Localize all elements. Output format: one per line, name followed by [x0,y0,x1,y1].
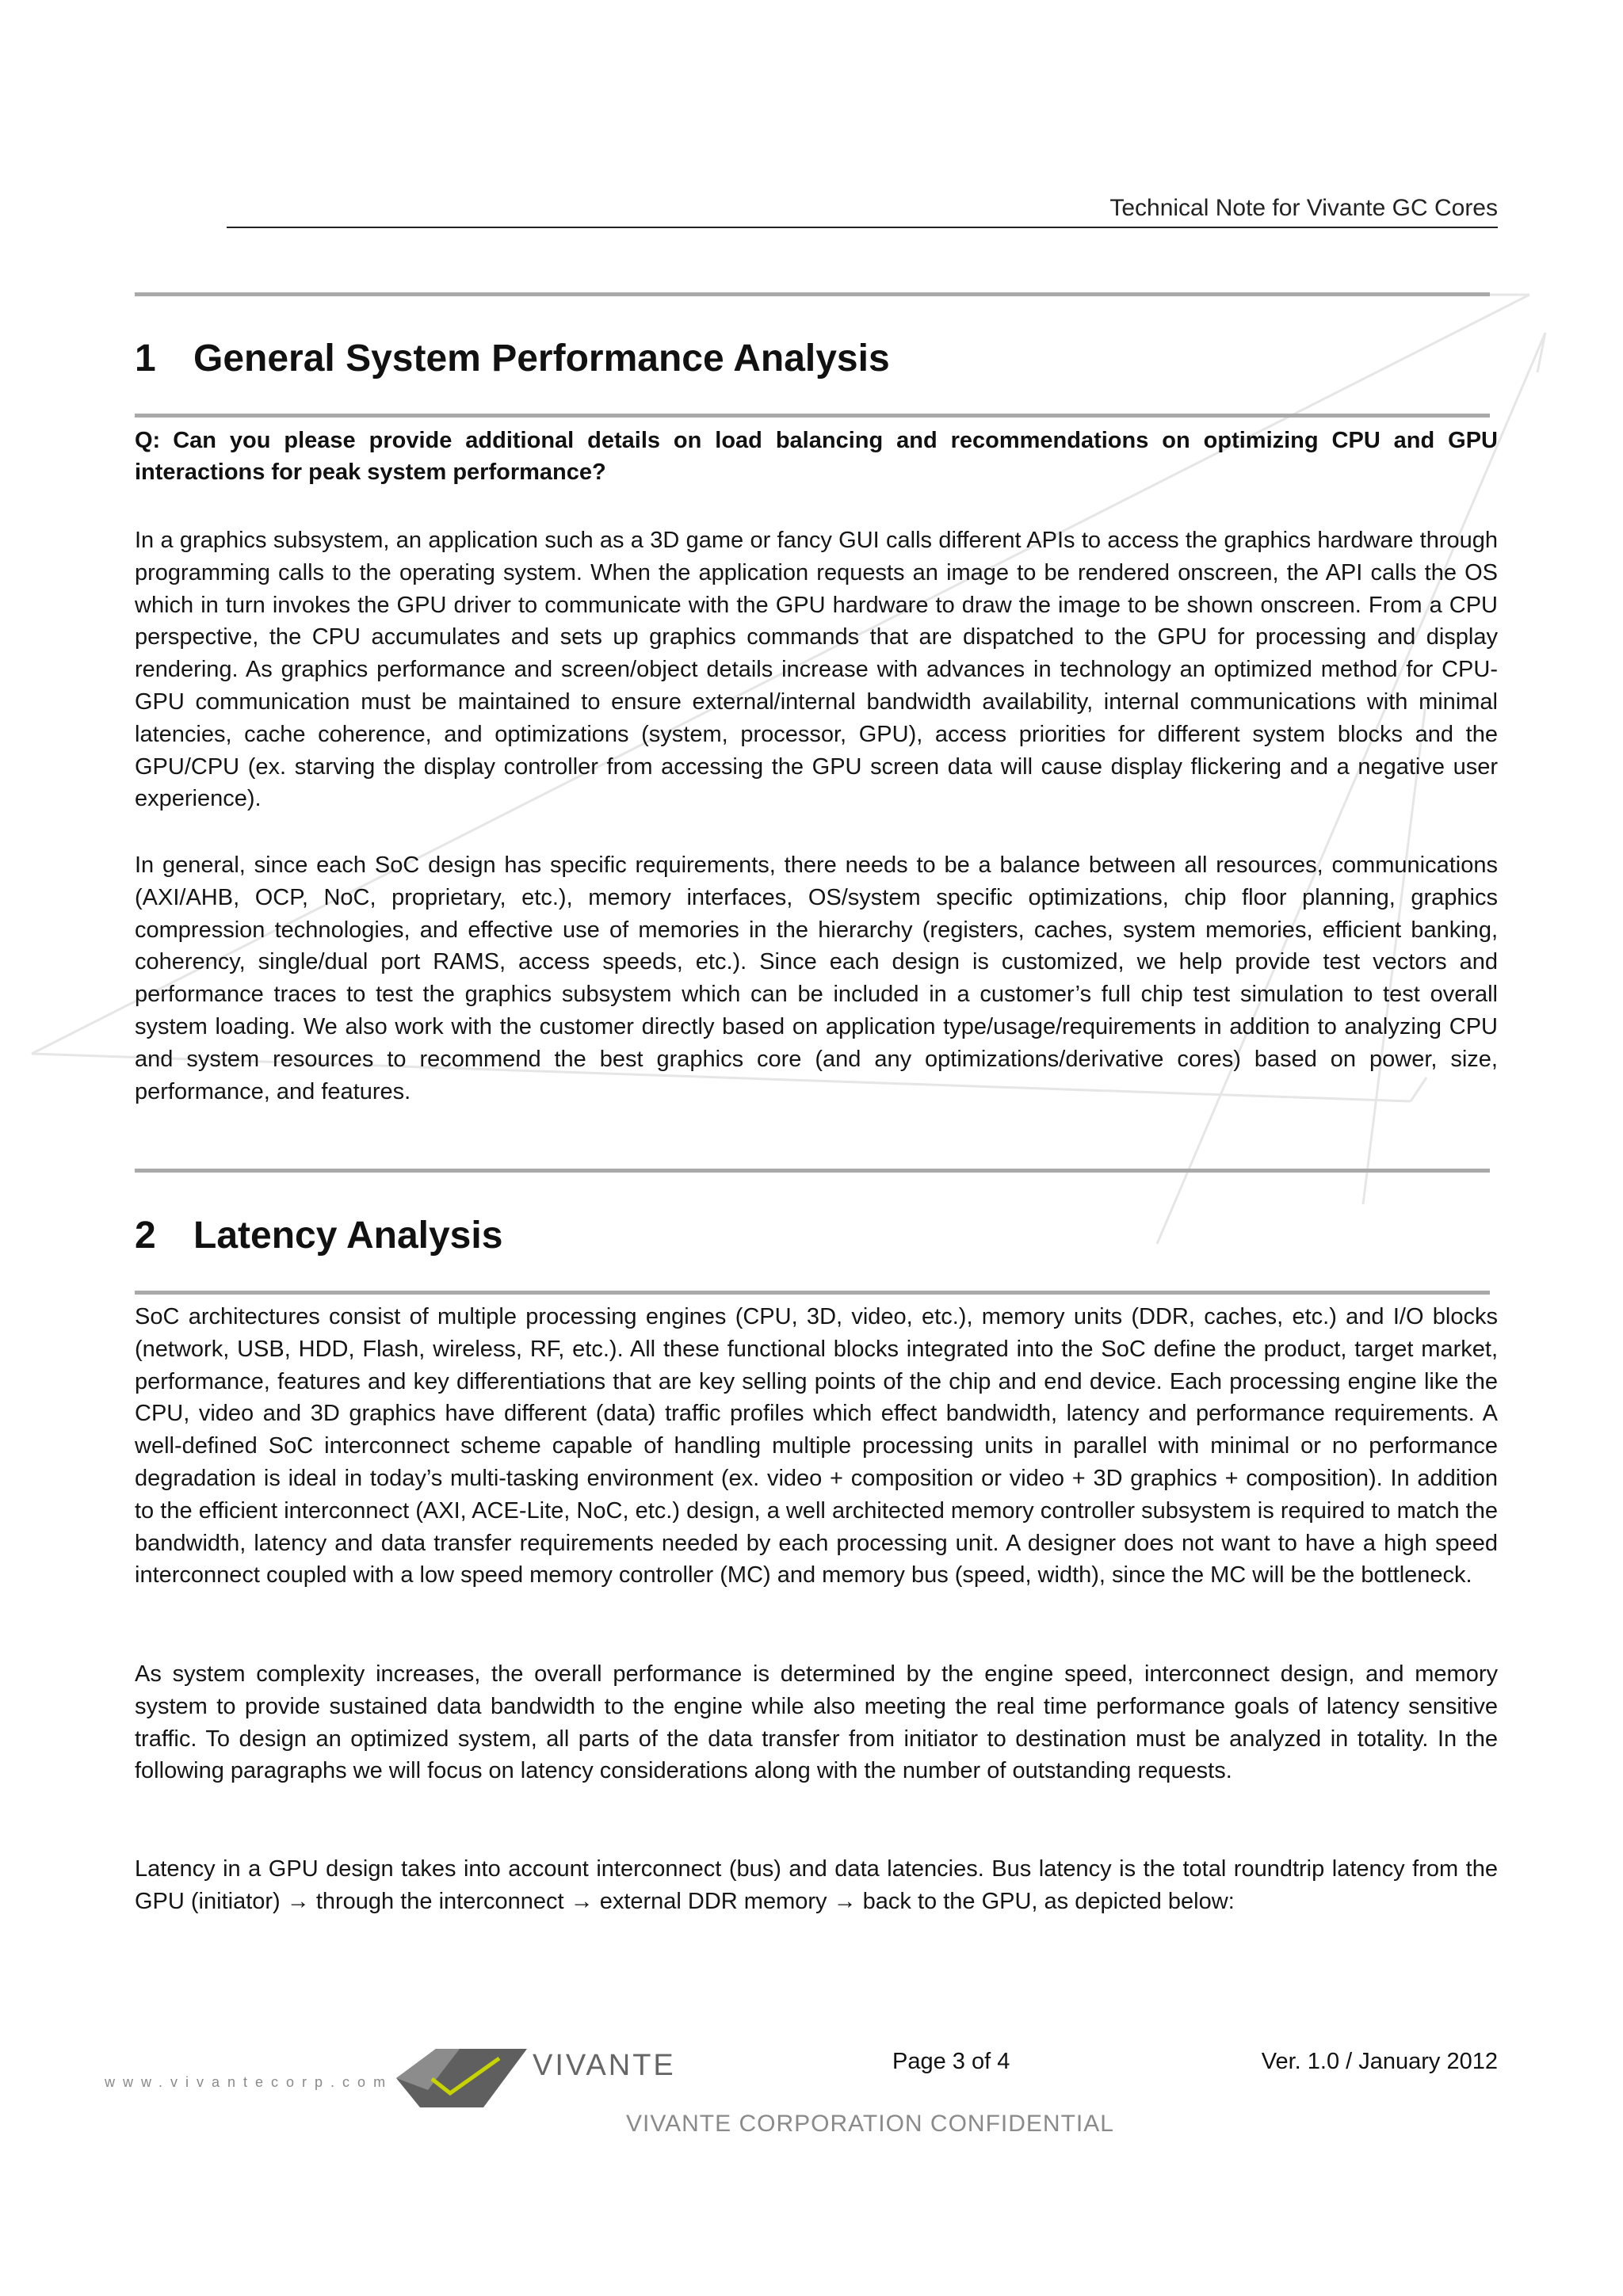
section-1-paragraph-2: In general, since each SoC design has specific requirements, there needs to be a balance between all resources, communications (AXI/AHB, OCP, NoC, proprietary, etc.), memory interfaces, OS/system specific optimizations, chip floor planning, graphics compression technologies, and effective use of memories in the hierarchy (registers, caches, system memories, efficient banking, coherency, single/dual port RAMS, access speeds, etc.). Since each design is customized, we help provide test vectors and performance traces to test the graphics subsystem which can be included in a customer’s full chip test simulation to test overall system loading. We also work with the customer directly based on application type/usage/requirements in addition to analyzing CPU and system resources to recommend the best graphics core (and any optimizations/derivative cores) based on power, size, performance, and features. [135,852,1498,1104]
header-rule [227,227,1498,228]
section-1-title: General System Performance Analysis [193,338,890,379]
footer-brand: VIVANTE [533,2049,676,2082]
footer-website: www.vivantecorp.com [105,2074,394,2090]
section-1-heading [135,337,890,380]
question-block [135,425,1498,488]
section-1-top-rule [135,292,1490,296]
footer-confidential: VIVANTE CORPORATION CONFIDENTIAL [626,2111,1114,2137]
section-2-title: Latency Analysis [193,1215,503,1257]
question-text: Can you please provide additional details on load balancing and recommendations on optimizing CPU and GPU interactions for peak system performance? [135,428,1498,485]
section-2-bottom-rule [135,1291,1490,1295]
section-2-paragraph-2: As system complexity increases, the overall performance is determined by the engine speed, interconnect design, and memory system to provide sustained data bandwidth to the engine while also meeting the real time performance goals of latency sensitive traffic. To design an optimized system, all parts of the data transfer from initiator to destination must be analyzed in totality. In the following paragraphs we will focus on latency considerations along with the number of outstanding requests. [135,1661,1498,1784]
question-label: Q: [135,428,161,453]
section-2-paragraph-3: Latency in a GPU design takes into account interconnect (bus) and data latencies. Bus latency is the total roundtrip latency from the GPU (initiator) → through the interconnect → external DDR memory → back to the GPU, as depicted below: [135,1856,1498,1914]
footer-version: Ver. 1.0 / January 2012 [1261,2049,1498,2074]
section-1-bottom-rule [135,414,1490,418]
header-title: Technical Note for Vivante GC Cores [1109,195,1498,221]
section-2-top-rule [135,1169,1490,1173]
section-1-number: 1 [135,338,156,379]
footer-page-number: Page 3 of 4 [892,2049,1010,2074]
section-2-heading [135,1214,502,1257]
section-2-number: 2 [135,1215,156,1257]
section-2-paragraph-1: SoC architectures consist of multiple processing engines (CPU, 3D, video, etc.), memory units (DDR, caches, etc.) and I/O blocks (network, USB, HDD, Flash, wireless, RF, etc.). All these functional blocks integrated into the SoC define the product, target market, performance, features and key differentiations that are key selling points of the chip and end device. Each processing engine like the CPU, video and 3D graphics have different (data) traffic profiles which effect bandwidth, latency and performance requirements. A well-defined SoC interconnect scheme capable of handling multiple processing units in parallel with minimal or no performance degradation is ideal in today’s multi-tasking environment (ex. video + composition or video + 3D graphics + composition). In addition to the efficient interconnect (AXI, ACE-Lite, NoC, etc.) design, a well architected memory controller subsystem is required to match the bandwidth, latency and data transfer requirements needed by each processing unit. A designer does not want to have a high speed interconnect coupled with a low speed memory controller (MC) and memory bus (speed, width), since the MC will be the bottleneck. [135,1304,1498,1589]
vivante-logo-icon [388,2042,531,2114]
section-1-paragraph-1: In a graphics subsystem, an application such as a 3D game or fancy GUI calls different APIs to access the graphics hardware through programming calls to the operating system. When the application requests an image to be rendered onscreen, the API calls the OS which in turn invokes the GPU driver to communicate with the GPU hardware to draw the image to be shown onscreen. From a CPU perspective, the CPU accumulates and sets up graphics commands that are dispatched to the GPU for processing and display rendering. As graphics performance and screen/object details increase with advances in technology an optimized method for CPU-GPU communication must be maintained to ensure external/internal bandwidth availability, internal communications with minimal latencies, cache coherence, and optimizations (system, processor, GPU), access priorities for different system blocks and the GPU/CPU (ex. starving the display controller from accessing the GPU screen data will cause display flickering and a negative user experience). [135,528,1498,812]
